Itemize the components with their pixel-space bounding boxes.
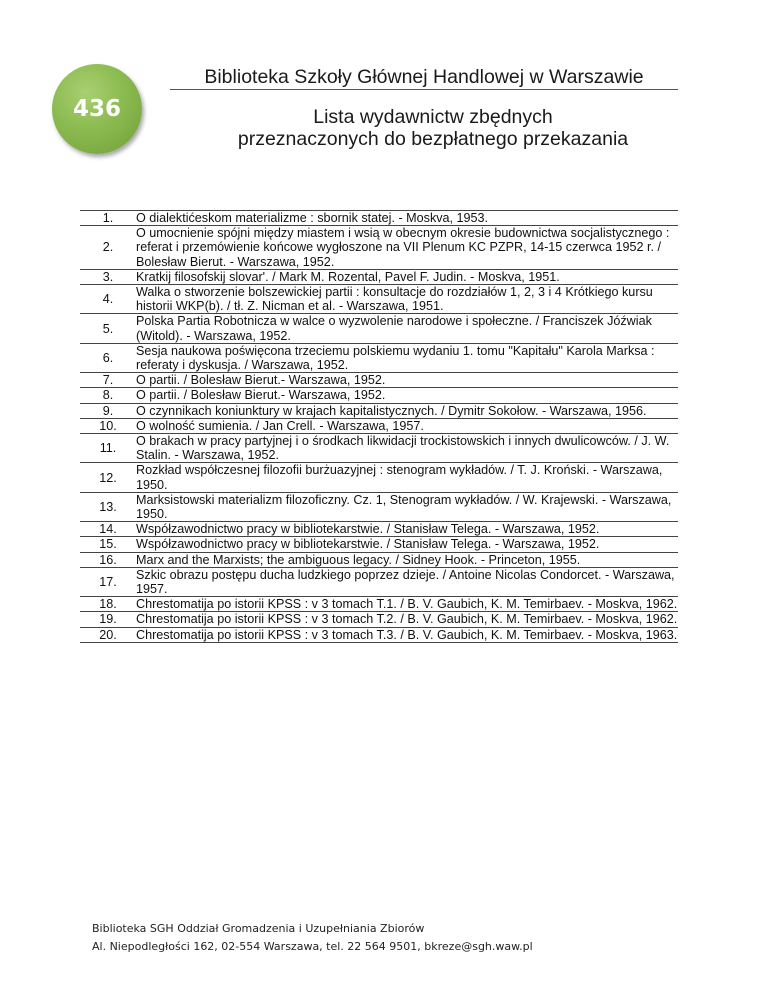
item-number: 12. xyxy=(80,463,136,492)
item-number: 1. xyxy=(80,211,136,226)
item-description: O partii. / Bolesław Bierut.- Warszawa, 1952. xyxy=(136,373,678,388)
item-number: 6. xyxy=(80,343,136,372)
item-description: Rozkład współczesnej filozofii burżuazyjnej : stenogram wykładów. / T. J. Kroński. - Warszawa, 1950. xyxy=(136,463,678,492)
table-row xyxy=(80,373,678,388)
table-row xyxy=(80,522,678,537)
item-number: 19. xyxy=(80,612,136,627)
item-number: 2. xyxy=(80,226,136,270)
item-number: 9. xyxy=(80,403,136,418)
item-number: 8. xyxy=(80,388,136,403)
table-row xyxy=(80,211,678,226)
table-row xyxy=(80,269,678,284)
item-description: Chrestomatija po istorii KPSS : v 3 tomach T.1. / B. V. Gaubich, K. M. Temirbaev. - Moskva, 1962. xyxy=(136,597,678,612)
publications-table xyxy=(80,210,678,643)
table-row xyxy=(80,418,678,433)
table-row xyxy=(80,434,678,463)
page-number-badge xyxy=(52,64,142,154)
item-number: 20. xyxy=(80,627,136,642)
footer-address: Al. Niepodległości 162, 02-554 Warszawa, tel. 22 564 9501, bkreze@sgh.waw.pl xyxy=(92,940,533,953)
item-description: Marksistowski materializm filozoficzny. Cz. 1, Stenogram wykładów. / W. Krajewski. - Warszawa, 1950. xyxy=(136,492,678,521)
item-number: 7. xyxy=(80,373,136,388)
library-title: Biblioteka Szkoły Głównej Handlowej w Warszawie xyxy=(204,66,644,88)
item-description: O brakach w pracy partyjnej i o środkach likwidacji trockistowskich i innych dwulicowców. / J. W. Stalin. - Warszawa, 1952. xyxy=(136,434,678,463)
item-description: Szkic obrazu postępu ducha ludzkiego poprzez dzieje. / Antoine Nicolas Condorcet. - Warszawa, 1957. xyxy=(136,567,678,596)
table-row xyxy=(80,492,678,521)
item-description: Chrestomatija po istorii KPSS : v 3 tomach T.3. / B. V. Gaubich, K. M. Temirbaev. - Moskva, 1963. xyxy=(136,627,678,642)
item-description: Walka o stworzenie bolszewickiej partii : konsultacje do rozdziałów 1, 2, 3 i 4 Krótkiego kursu historii WKP(b). / tł. Z. Nicman et al. - Warszawa, 1951. xyxy=(136,285,678,314)
item-description: O wolność sumienia. / Jan Crell. - Warszawa, 1957. xyxy=(136,418,678,433)
item-description: Marx and the Marxists; the ambiguous legacy. / Sidney Hook. - Princeton, 1955. xyxy=(136,552,678,567)
item-number: 14. xyxy=(80,522,136,537)
page-number: 436 xyxy=(72,96,121,122)
table-row xyxy=(80,567,678,596)
item-number: 16. xyxy=(80,552,136,567)
table-row xyxy=(80,552,678,567)
item-number: 3. xyxy=(80,269,136,284)
item-description: O dialektićeskom materializme : sbornik statej. - Moskva, 1953. xyxy=(136,211,678,226)
item-description: O czynnikach koniunktury w krajach kapitalistycznych. / Dymitr Sokołow. - Warszawa, 1956. xyxy=(136,403,678,418)
item-number: 5. xyxy=(80,314,136,343)
table-row xyxy=(80,388,678,403)
subtitle-line-2: przeznaczonych do bezpłatnego przekazania xyxy=(237,128,629,150)
table-row xyxy=(80,627,678,642)
table-row xyxy=(80,285,678,314)
table-row xyxy=(80,314,678,343)
item-number: 15. xyxy=(80,537,136,552)
table-row xyxy=(80,343,678,372)
item-description: O umocnienie spójni między miastem i wsią w obecnym okresie budownictwa socjalistycznego : referat i przemówienie końcowe wygłoszone na VII Plenum KC PZPR, 14-15 czerwca 1952 r. / Bolesław Bierut. - Warszawa, 1952. xyxy=(136,226,678,270)
footer xyxy=(92,920,652,956)
table-row xyxy=(80,403,678,418)
item-number: 17. xyxy=(80,567,136,596)
header-divider xyxy=(170,89,678,90)
table-row xyxy=(80,597,678,612)
footer-department: Biblioteka SGH Oddział Gromadzenia i Uzupełniania Zbiorów xyxy=(92,922,425,935)
document-subtitle xyxy=(150,106,716,150)
table-row xyxy=(80,537,678,552)
table-row xyxy=(80,226,678,270)
item-description: Kratkij filosofskij slovar'. / Mark M. Rozental, Pavel F. Judin. - Moskva, 1951. xyxy=(136,269,678,284)
item-description: Współzawodnictwo pracy w bibliotekarstwie. / Stanisław Telega. - Warszawa, 1952. xyxy=(136,537,678,552)
item-description: Polska Partia Robotnicza w walce o wyzwolenie narodowe i społeczne. / Franciszek Jóźwiak (Witold). - Warszawa, 1952. xyxy=(136,314,678,343)
table-row xyxy=(80,612,678,627)
item-description: Współzawodnictwo pracy w bibliotekarstwie. / Stanisław Telega. - Warszawa, 1952. xyxy=(136,522,678,537)
item-description: Sesja naukowa poświęcona trzeciemu polskiemu wydaniu 1. tomu "Kapitału" Karola Marksa : referaty i dyskusja. / Warszawa, 1952. xyxy=(136,343,678,372)
item-number: 10. xyxy=(80,418,136,433)
item-description: O partii. / Bolesław Bierut.- Warszawa, 1952. xyxy=(136,388,678,403)
table-row xyxy=(80,463,678,492)
item-description: Chrestomatija po istorii KPSS : v 3 tomach T.2. / B. V. Gaubich, K. M. Temirbaev. - Moskva, 1962. xyxy=(136,612,678,627)
item-number: 18. xyxy=(80,597,136,612)
item-number: 11. xyxy=(80,434,136,463)
subtitle-line-1: Lista wydawnictw zbędnych xyxy=(313,106,553,128)
item-number: 4. xyxy=(80,285,136,314)
item-number: 13. xyxy=(80,492,136,521)
